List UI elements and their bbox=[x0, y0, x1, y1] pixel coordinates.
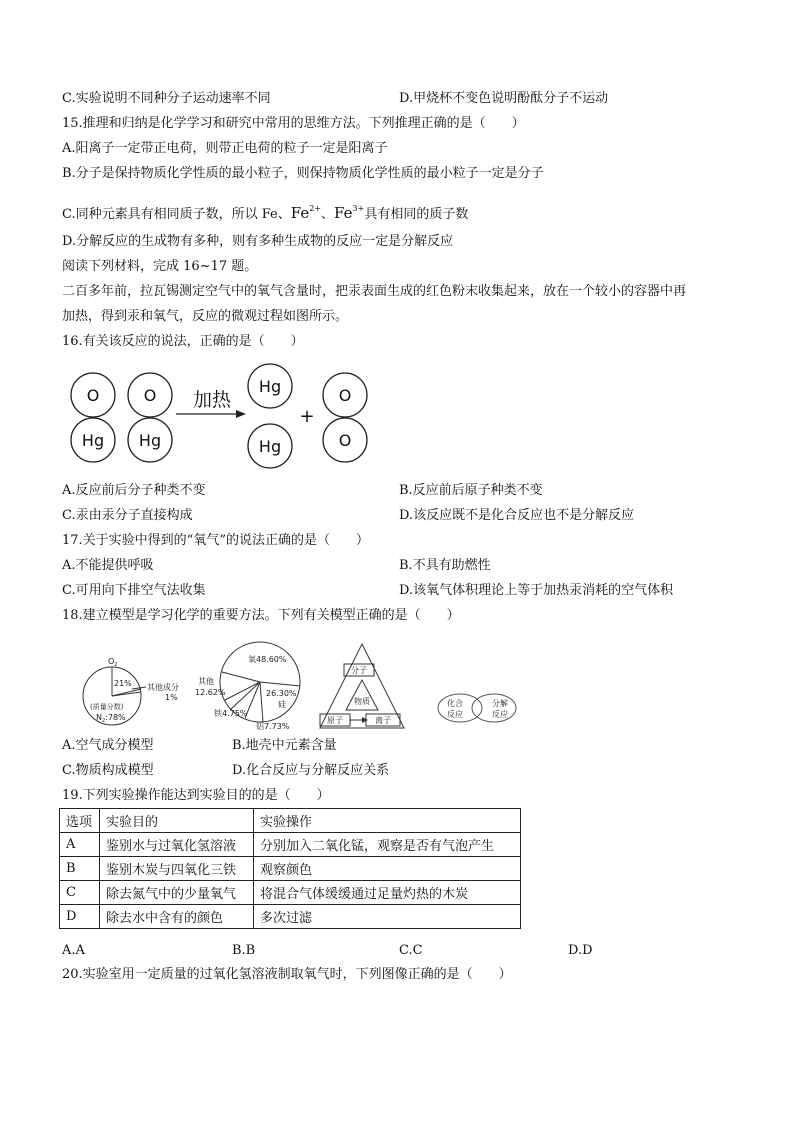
table-cell: 鉴别水与过氧化氢溶液 bbox=[100, 833, 254, 857]
crust-fe-label: 铁4.75% bbox=[214, 709, 248, 718]
table-header-row bbox=[60, 809, 521, 833]
q16-stem: 16.有关该反应的说法，正确的是（ ） bbox=[62, 334, 304, 349]
crust-si-pct: 26.30% bbox=[266, 689, 297, 698]
hg-atom-label: Hg bbox=[138, 431, 162, 450]
table-cell: C bbox=[60, 881, 100, 905]
table-cell: A bbox=[60, 833, 100, 857]
q15-option-a: A.阳离子一定带正电荷，则带正电荷的粒子一定是阳离子 bbox=[62, 141, 388, 156]
q15-option-c-suffix: 具有相同的质子数 bbox=[364, 207, 469, 222]
header-cell: 实验操作 bbox=[254, 809, 521, 833]
table-cell: 多次过滤 bbox=[254, 905, 521, 929]
arrow-head-icon bbox=[236, 410, 246, 418]
q15-option-d: D.分解反应的生成物有多种，则有多种生成物的反应一定是分解反应 bbox=[62, 234, 454, 249]
q19-stem: 19.下列实验操作能达到实验目的的是（ ） bbox=[62, 788, 330, 803]
table-cell: 观察颜色 bbox=[254, 857, 521, 881]
o-atom-label: O bbox=[338, 431, 352, 450]
tri-atom: 原子 bbox=[327, 716, 343, 725]
q18-models-figure bbox=[80, 634, 540, 734]
table-row bbox=[60, 881, 521, 905]
table-cell: B bbox=[60, 857, 100, 881]
tri-substance: 物质 bbox=[354, 697, 370, 706]
o-atom-label: O bbox=[86, 386, 100, 405]
table-cell: 将混合气体缓缓通过足量灼热的木炭 bbox=[254, 881, 521, 905]
crust-o-label: 氧48.60% bbox=[248, 655, 287, 664]
header-cell: 选项 bbox=[60, 809, 100, 833]
crust-al-label: 铝7.73% bbox=[256, 722, 290, 731]
crust-si-label: 硅 bbox=[278, 700, 286, 709]
q16-option-b: B.反应前后原子种类不变 bbox=[399, 483, 543, 498]
q17-option-d: D.该氧气体积理论上等于加热汞消耗的空气体积 bbox=[399, 583, 674, 598]
q15-option-c-prefix: C.同种元素具有相同质子数，所以 Fe、 bbox=[62, 207, 291, 222]
table-row bbox=[60, 905, 521, 929]
q16-option-a: A.反应前后分子种类不变 bbox=[62, 483, 206, 498]
table-row bbox=[60, 833, 521, 857]
q19-table bbox=[59, 808, 521, 929]
q16-option-c: C.汞由汞分子直接构成 bbox=[62, 508, 193, 523]
q15-option-b: B.分子是保持物质化学性质的最小粒子，则保持物质化学性质的最小粒子一定是分子 bbox=[62, 166, 544, 181]
table-cell: D bbox=[60, 905, 100, 929]
q19-option-d: D.D bbox=[568, 943, 593, 958]
fe3-ion: $Fe^{3+}$ bbox=[334, 204, 365, 222]
venn-decomposition-2: 反应 bbox=[492, 710, 508, 719]
crust-other-label: 其他 bbox=[198, 677, 214, 686]
q15-stem: 15.推理和归纳是化学学习和研究中常用的思维方法。下列推理正确的是（ ） bbox=[62, 116, 525, 131]
air-other-label: 其他成分 bbox=[147, 683, 179, 692]
q18-option-b: B.地壳中元素含量 bbox=[232, 738, 337, 753]
q18-option-c: C.物质构成模型 bbox=[62, 763, 154, 778]
hg-atom-label: Hg bbox=[258, 377, 282, 396]
venn-decomposition-1: 分解 bbox=[492, 699, 508, 708]
q19-option-b: B.B bbox=[232, 943, 256, 958]
arrow-head-icon bbox=[362, 717, 368, 723]
o-atom-label: O bbox=[143, 386, 157, 405]
passage-line-1: 二百多年前，拉瓦锡测定空气中的氧气含量时，把汞表面生成的红色粉末收集起来，放在一个较小的容器中再 bbox=[62, 284, 687, 299]
q14-option-c: C.实验说明不同种分子运动速率不同 bbox=[62, 91, 271, 106]
air-o2-pct: 21% bbox=[114, 679, 132, 688]
venn-combination-2: 反应 bbox=[447, 710, 463, 719]
q19-option-a: A.A bbox=[62, 943, 85, 958]
q17-stem: 17.关于实验中得到的“氧气”的说法正确的是（ ） bbox=[62, 533, 369, 548]
table-cell: 鉴别木炭与四氧化三铁 bbox=[100, 857, 254, 881]
table-row bbox=[60, 857, 521, 881]
table-cell: 分别加入二氧化锰，观察是否有气泡产生 bbox=[254, 833, 521, 857]
table-cell: 除去水中含有的颜色 bbox=[100, 905, 254, 929]
plus-sign: + bbox=[299, 406, 315, 427]
air-o2-label: $O_2$ bbox=[108, 657, 118, 668]
hg-atom-label: Hg bbox=[258, 437, 282, 456]
crust-other-pct: 12.62% bbox=[195, 688, 226, 697]
tri-molecule: 分子 bbox=[351, 666, 367, 675]
q17-option-b: B.不具有助燃性 bbox=[399, 558, 491, 573]
q15-option-c bbox=[62, 200, 468, 224]
separator: 、 bbox=[321, 207, 335, 222]
tri-ion: 离子 bbox=[375, 716, 391, 725]
air-basis-label: (质量分数) bbox=[90, 703, 124, 711]
q14-option-d: D.甲烧杯不变色说明酚酞分子不运动 bbox=[399, 91, 609, 106]
hg-atom-label: Hg bbox=[81, 431, 105, 450]
q17-option-c: C.可用向下排空气法收集 bbox=[62, 583, 206, 598]
o-atom-label: O bbox=[338, 386, 352, 405]
fe2-ion: $Fe^{2+}$ bbox=[290, 204, 322, 222]
q18-option-d: D.化合反应与分解反应关系 bbox=[232, 763, 390, 778]
heat-label: 加热 bbox=[192, 389, 232, 411]
venn-combination-1: 化合 bbox=[447, 699, 463, 708]
air-other-pct: 1% bbox=[165, 693, 178, 702]
q18-option-a: A.空气成分模型 bbox=[62, 738, 154, 753]
table-cell: 除去氮气中的少量氧气 bbox=[100, 881, 254, 905]
q18-stem: 18.建立模型是学习化学的重要方法。下列有关模型正确的是（ ） bbox=[62, 608, 460, 623]
q16-option-d: D.该反应既不是化合反应也不是分解反应 bbox=[399, 508, 635, 523]
header-cell: 实验目的 bbox=[100, 809, 254, 833]
reaction-diagram bbox=[60, 362, 380, 474]
passage-line-2: 加热，得到汞和氧气，反应的微观过程如图所示。 bbox=[62, 309, 349, 324]
q19-option-c: C.C bbox=[399, 943, 423, 958]
passage-intro: 阅读下列材料，完成 16~17 题。 bbox=[62, 259, 258, 274]
q17-option-a: A.不能提供呼吸 bbox=[62, 558, 154, 573]
air-n2-label: $N_2:78\%$ bbox=[96, 713, 126, 724]
q20-stem: 20.实验室用一定质量的过氧化氢溶液制取氧气时，下列图像正确的是（ ） bbox=[62, 967, 512, 982]
